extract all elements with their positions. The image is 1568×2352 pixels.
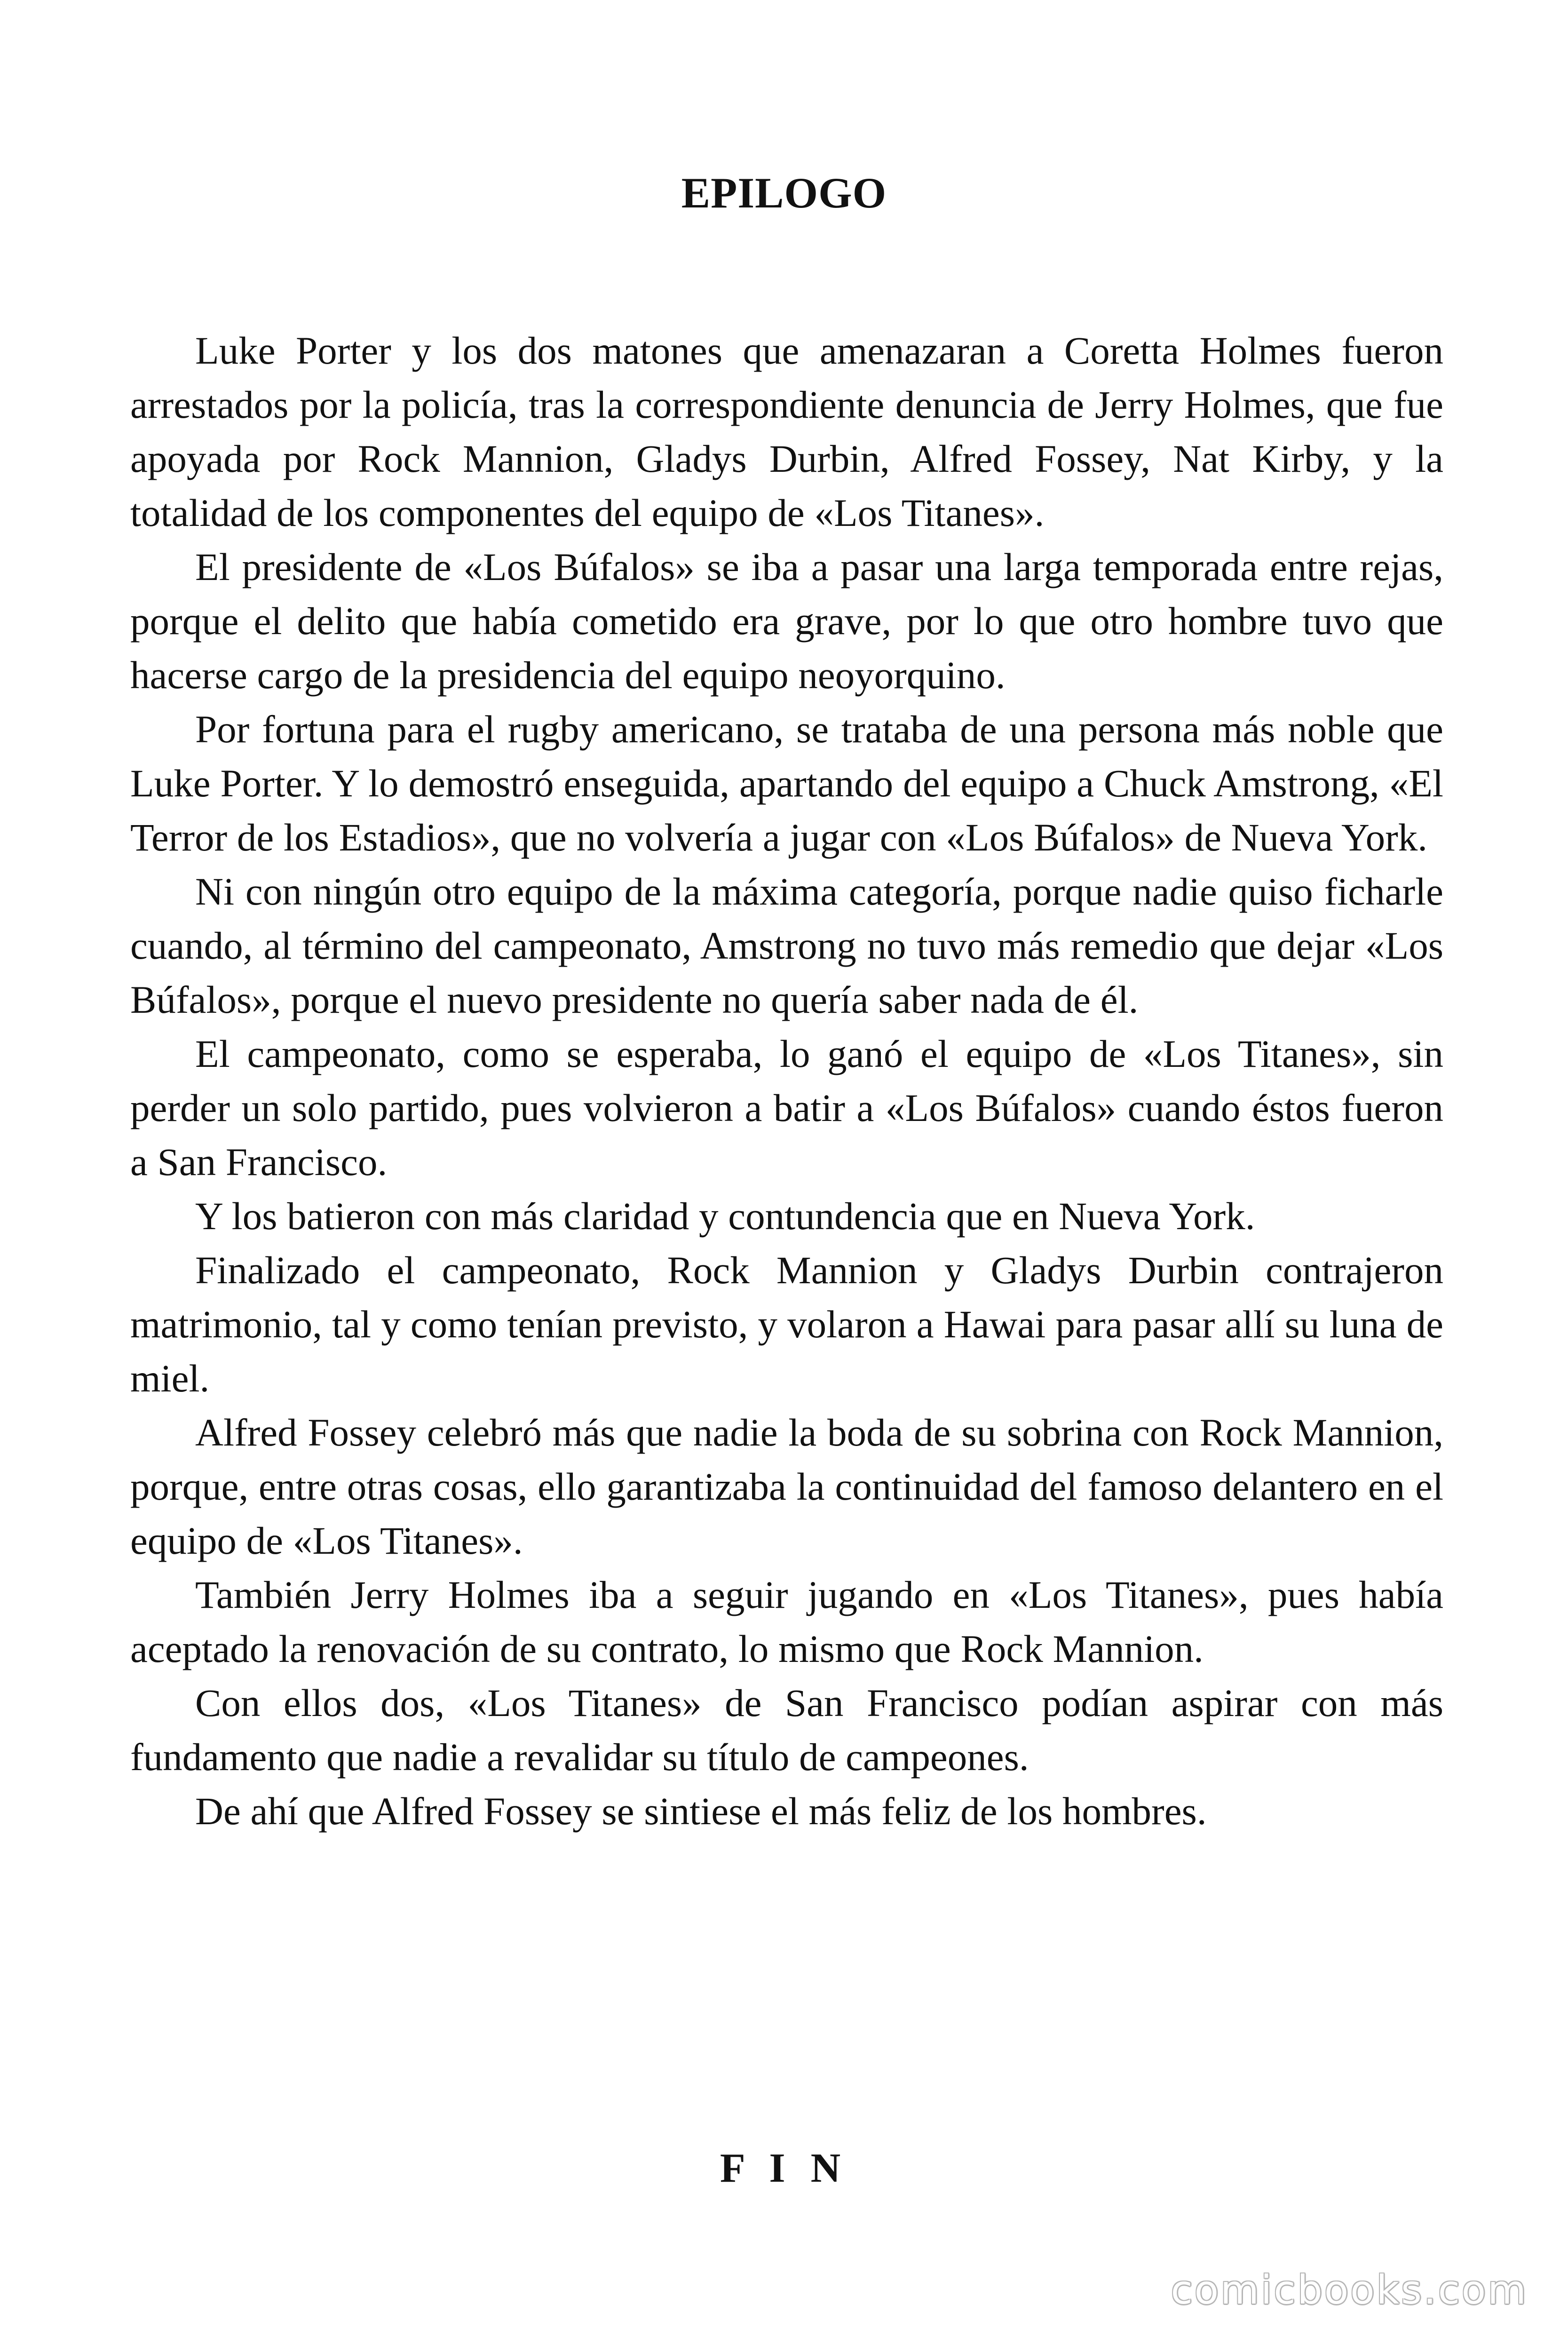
paragraph: Luke Porter y los dos matones que amenazaran a Coretta Holmes fueron arrestados por la policía, tras la correspondiente denuncia de Jerry Holmes, que fue apoyada por Rock Mannion, Gladys Durbin, Alfred Fossey, Nat Kirby, y la totalidad de los componentes del equipo de «Los Titanes». (130, 329, 1443, 534)
paragraph: El presidente de «Los Búfalos» se iba a pasar una larga temporada entre rejas, porque el delito que había cometido era grave, por lo que otro hombre tuvo que hacerse cargo de la presidencia del equipo neoyorquino. (130, 545, 1443, 697)
end-marker: F I N (720, 2145, 848, 2191)
paragraph: Finalizado el campeonato, Rock Mannion y Gladys Durbin contrajeron matrimonio, tal y como tenían previsto, y volaron a Hawai para pasar allí su luna de miel. (130, 1248, 1443, 1400)
paragraph: Y los batieron con más claridad y contundencia que en Nueva York. (195, 1194, 1255, 1238)
watermark: comicbooks.com (1171, 2267, 1528, 2313)
epilogue-body (130, 324, 1443, 1838)
paragraph: El campeonato, como se esperaba, lo ganó el equipo de «Los Titanes», sin perder un solo partido, pues volvieron a batir a «Los Búfalos» cuando éstos fueron a San Francisco. (130, 1032, 1443, 1184)
paragraph: Por fortuna para el rugby americano, se trataba de una persona más noble que Luke Porter. Y lo demostró enseguida, apartando del equipo a Chuck Amstrong, «El Terror de los Estadios», que no volvería a jugar con «Los Búfalos» de Nueva York. (130, 707, 1443, 859)
paragraph: Con ellos dos, «Los Titanes» de San Francisco podían aspirar con más fundamento que nadie a revalidar su título de campeones. (130, 1681, 1443, 1779)
paragraph: De ahí que Alfred Fossey se sintiese el más feliz de los hombres. (195, 1789, 1207, 1833)
chapter-title: EPILOGO (681, 169, 887, 217)
paragraph: También Jerry Holmes iba a seguir jugando en «Los Titanes», pues había aceptado la renovación de su contrato, lo mismo que Rock Mannion. (130, 1573, 1443, 1670)
paragraph: Ni con ningún otro equipo de la máxima categoría, porque nadie quiso ficharle cuando, al término del campeonato, Amstrong no tuvo más remedio que dejar «Los Búfalos», porque el nuevo presidente no quería saber nada de él. (130, 870, 1443, 1021)
paragraph: Alfred Fossey celebró más que nadie la boda de su sobrina con Rock Mannion, porque, entre otras cosas, ello garantizaba la continuidad del famoso delantero en el equipo de «Los Titanes». (130, 1411, 1443, 1562)
